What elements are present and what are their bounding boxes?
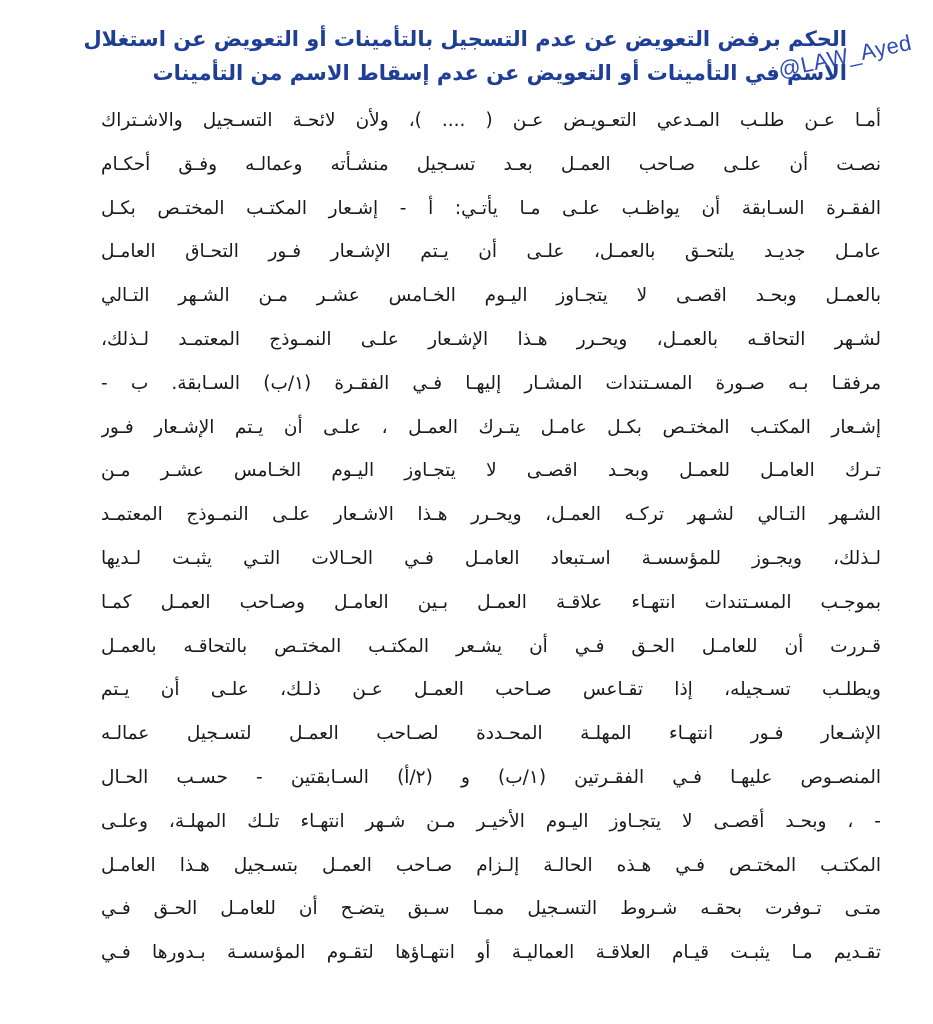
body-line-11: لـذلك، ويجـوز للمؤسسـة اسـتبعاد العامـل فـي الحـالات التـي يثبـت لـديها [101,547,881,569]
body-line-2: نصـت أن علـى صـاحب العمـل بعـد تسـجيل منشـأته وعمالـه وفـق أحكـام [101,153,881,175]
heading-line-2: الاسم في التأمينات أو التعويض عن عدم إسقاط الاسم من التأمينات [152,61,847,85]
body-line-20: تقـديم مـا يثبـت قيـام العلاقـة العماليـة أو انتهـاؤها لتقـوم المؤسسـة بـدورها فـي [101,942,881,964]
document-heading [67,22,847,90]
body-line-13: قـررت أن للعامـل الحـق فـي أن يشـعر المكتـب المختـص بالتحاقـه بالعمـل [101,635,881,657]
body-line-7: مرفقـا بـه صـورة المسـتندات المشـار إليهـا فـي الفقـرة (١/ب) السـابقة. ب - [101,372,881,394]
body-line-3: الفقـرة السـابقة أن يواظـب علـى مـا يأتـي: أ - إشـعار المكتـب المختـص بكـل [101,197,881,219]
body-line-6: لشـهر التحاقـه بالعمـل، ويحـرر هـذا الإشـعار علـى النمـوذج المعتمـد لـذلك، [101,328,881,350]
body-line-12: بموجـب المسـتندات انتهـاء علاقـة العمـل بـين العامـل وصـاحب العمـل كمـا [101,591,881,613]
body-line-18: المكتـب المختـص فـي هـذه الحالـة إلـزام صـاحب العمـل بتسـجيل هـذا العامـل [101,854,881,876]
body-line-15: الإشـعار فـور انتهـاء المهلـة المحـددة لصـاحب العمـل لتسـجيل عمالـه [101,723,881,745]
body-line-14: ويطلـب تسـجيله، إذا تقـاعس صـاحب العمـل عـن ذلـك، علـى أن يـتم [101,679,881,701]
body-line-1: أمـا عـن طلـب المـدعي التعـويـض عـن ( .... )، ولأن لائحـة التسـجيل والاشـتراك [101,110,881,131]
body-line-19: متـى تـوفرت بحقـه شـروط التسـجيل ممـا سـبق يتضـح أن للعامـل الحـق فـي [101,898,881,920]
body-line-5: بالعمـل وبحـد اقصـى لا يتجـاوز اليـوم الخـامس عشـر مـن الشـهر التـالي [101,285,881,307]
heading-line-1: الحكم برفض التعويض عن عدم التسجيل بالتأمينات أو التعويض عن استغلال [83,27,847,51]
body-line-16: المنصـوص عليهـا فـي الفقـرتين (١/ب) و (٢/أ) السـابقتين - حسـب الحـال [101,766,881,788]
body-paragraph [101,106,881,982]
body-line-10: الشـهر التـالي لشـهر تركـه العمـل، ويحـرر هـذا الاشـعار علـى النمـوذج المعتمـد [101,504,881,526]
author-handle-watermark: @LAW_Ayed [776,29,914,83]
body-line-4: عامـل جديـد يلتحـق بالعمـل، علـى أن يـتم الإشـعار فـور التحـاق العامـل [101,241,881,263]
body-line-9: تـرك العامـل للعمـل وبحـد اقصـى لا يتجـاوز اليـوم الخـامس عشـر مـن [101,460,881,482]
body-line-8: إشـعار المكتـب المختـص بكـل عامـل يتـرك العمـل ، علـى أن يـتم الإشـعار فـور [101,416,881,438]
body-line-17: - ، وبحـد أقصـى لا يتجـاوز اليـوم الأخيـر مـن شـهر انتهـاء تلـك المهلـة، وعلـى [101,810,881,832]
